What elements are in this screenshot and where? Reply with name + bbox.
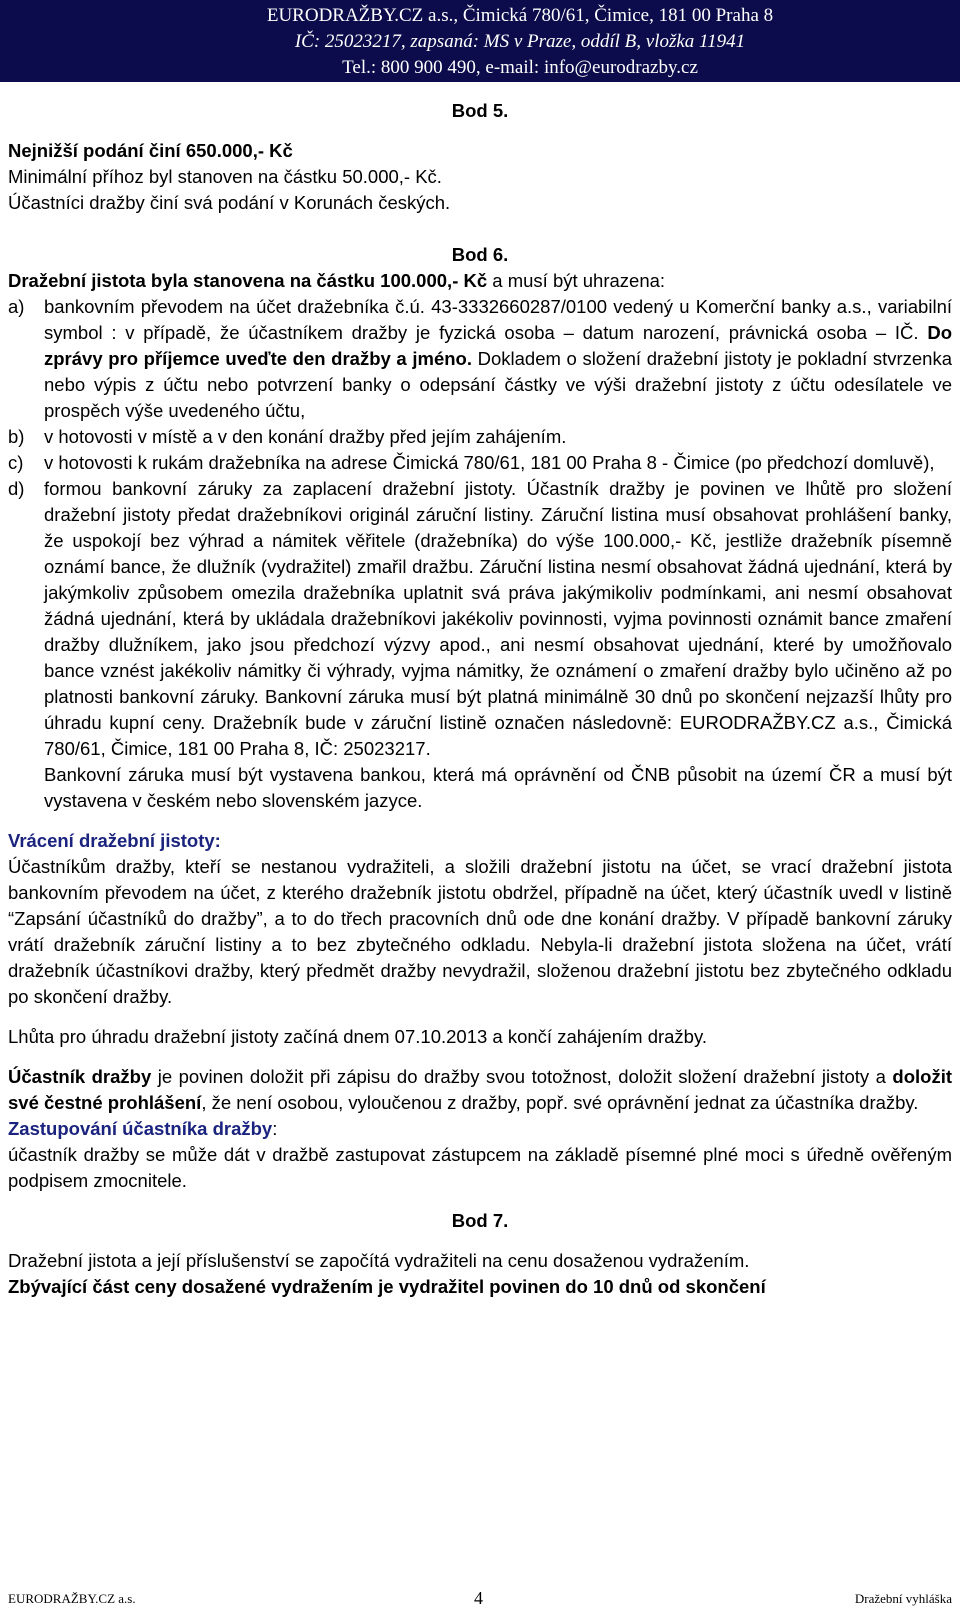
option-a-label: a) <box>8 296 25 317</box>
payment-option-c <box>8 450 952 476</box>
option-a-proof: Dokladem o složení dražební jistoty je pokladní stvrzenka nebo výpis z účtu nebo potvrzení banky o odepsání částky ve výši dražební jistoty z účtu odesílatele ve prospěch výše uvedeného účtu, <box>44 348 953 421</box>
option-a-instruction: Do zprávy pro příjemce uveďte den dražby a jméno. <box>44 322 952 369</box>
bod7-line1: Dražební jistota a její příslušenství se započítá vydražiteli na cenu dosaženou vydražením. <box>8 1250 750 1271</box>
option-d-label: d) <box>8 478 25 499</box>
deposit-amount: Dražební jistota byla stanovena na částku 100.000,- Kč <box>8 270 488 291</box>
bid-currency: Účastníci dražby činí svá podání v Korunách českých. <box>8 192 451 213</box>
refund-text: Účastníkům dražby, kteří se nestanou vydražiteli, a složili dražební jistotu na účet, se vrací dražební jistota bankovním převodem na účet, z kterého dražebník jistotu obdržel, případně na účet, který účastník uvedl v listině “Zapsání účastníků do dražby”, a to do třech pracovních dnů ode dne konání dražby. V případě bankovní záruky vrátí dražebník záruční listiny a to bez zbytečného odkladu. Nebyla-li dražební jistota složena na účet, vrátí dražebník účastníkovi dražby, který předmět dražby nevydražil, složenou dražební jistotu bez zbytečného odkladu po skončení dražby. <box>8 856 952 1007</box>
page-footer <box>8 1582 952 1609</box>
min-increment: Minimální příhoz byl stanoven na částku 50.000,- Kč. <box>8 166 442 187</box>
footer-title: Dražební vyhláška <box>854 1591 952 1606</box>
letterhead-company: EURODRAŽBY.CZ a.s., Čimická 780/61, Čimice, 181 00 Praha 8 <box>266 5 774 26</box>
min-bid: Nejnižší podání činí 650.000,- Kč <box>8 140 293 161</box>
bod7-heading: Bod 7. <box>451 1210 509 1231</box>
footer-company: EURODRAŽBY.CZ a.s. <box>8 1591 136 1606</box>
bod7-line2: Zbývající část ceny dosažené vydražením je vydražitel povinen do 10 dnů od skončení <box>8 1276 766 1297</box>
participant-label: Účastník dražby <box>8 1066 152 1087</box>
option-b-label: b) <box>8 426 25 447</box>
declaration-label: doložit své čestné prohlášení <box>8 1066 952 1113</box>
participant-duties <box>8 1064 952 1116</box>
payment-option-d <box>8 476 952 762</box>
participant-text1: je povinen doložit při zápisu do dražby svou totožnost, doložit složení dražební jistoty a <box>151 1066 893 1087</box>
representation-title: Zastupování účastníka dražby <box>8 1118 273 1139</box>
deposit-rest: a musí být uhrazena: <box>487 270 666 291</box>
option-a-text: bankovním převodem na účet dražebníka č.ú. 43-3332660287/0100 vedený u Komerční banky a.s., variabilní symbol : v případě, že účastníkem dražby je fyzická osoba – datum narození, právnická osoba – IČ. <box>44 296 952 343</box>
deposit-deadline: Lhůta pro úhradu dražební jistoty začíná dnem 07.10.2013 a končí zahájením dražby. <box>8 1026 707 1047</box>
option-b-text: v hotovosti v místě a v den konání dražby před jejím zahájením. <box>44 426 567 447</box>
option-c-text: v hotovosti k rukám dražebníka na adrese Čimická 780/61, 181 00 Praha 8 - Čimice (po předchozí domluvě), <box>44 452 935 473</box>
option-d-text: formou bankovní záruky za zaplacení dražební jistoty. Účastník dražby je povinen ve lhůtě pro složení dražební jistoty předat dražebníkovi originál záruční listiny. Záruční listina musí obsahovat prohlášení banky, že uspokojí bez výhrad a námitek věřitele (dražebníka) do výše 100.000,- Kč, jestliže dražebník písemně oznámí bance, že dlužník (vydražitel) zmařil dražbu. Záruční listina nesmí obsahovat žádná ujednání, která by jakýmkoliv způsobem omezila dražebníka uplatnit svá práva jakýmikoliv podmínkami, ani nesmí obsahovat žádná ujednání, která by ukládala dražebníkovi jakékoliv povinnosti, vyjma povinnosti oznámit bance zmaření dražby dlužníkem, jako jsou předchozí výzvy apod., ani nesmí obsahovat ujednání, které by umožňovalo bance vznést jakékoliv námitky či výhrady, vyjma námitky, že oznámení o zmaření dražby bylo učiněno až po platnosti bankovní záruky. Bankovní záruka musí být platná minimálně 30 dnů po skončení nejzazší lhůty pro úhradu kupní ceny. Dražebník bude v záruční listině označen následovně: EURODRAŽBY.CZ a.s., Čimická 780/61, Čimice, 181 00 Praha 8, IČ: 25023217. <box>44 478 952 759</box>
participant-text2: , že není osobou, vyloučenou z dražby, popř. své oprávnění jednat za účastníka dražby. <box>201 1092 919 1113</box>
representation-heading <box>8 1116 952 1142</box>
deposit-line <box>8 268 952 294</box>
page-number: 4 <box>474 1588 483 1608</box>
letterhead <box>0 0 960 82</box>
representation-text: účastník dražby se může dát v dražbě zastupovat zástupcem na základě písemné plné moci s úředně ověřeným podpisem zmocnitele. <box>8 1144 952 1191</box>
bod5-heading: Bod 5. <box>451 100 509 121</box>
letterhead-contact: Tel.: 800 900 490, e-mail: info@eurodrazby.cz <box>342 57 698 78</box>
bod6-heading: Bod 6. <box>451 244 509 265</box>
payment-option-b <box>8 424 952 450</box>
representation-colon: : <box>272 1118 278 1139</box>
document-body <box>8 98 952 1300</box>
option-c-label: c) <box>8 452 24 473</box>
bank-guarantee-note: Bankovní záruka musí být vystavena bankou, která má oprávnění od ČNB působit na území ČR a musí být vystavena v českém nebo slovenském jazyce. <box>44 764 952 811</box>
payment-option-a <box>8 294 952 424</box>
refund-heading: Vrácení dražební jistoty: <box>8 830 221 851</box>
letterhead-registration: IČ: 25023217, zapsaná: MS v Praze, oddíl B, vložka 11941 <box>294 31 746 52</box>
